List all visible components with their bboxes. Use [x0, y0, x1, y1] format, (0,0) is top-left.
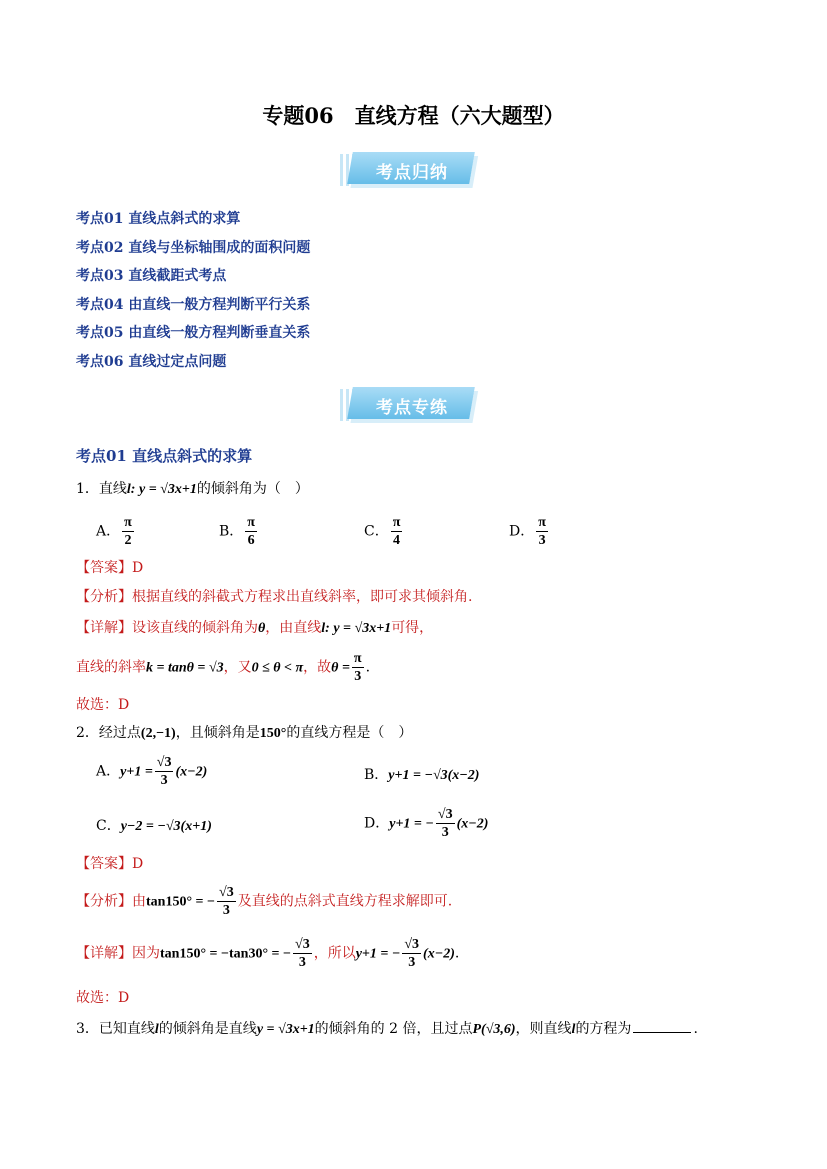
- q1-option-a[interactable]: A． $\frac{\pi}{2}$: [96, 515, 132, 548]
- q1-stem: 1．直线l: y = √3x+1的倾斜角为（ ）: [76, 481, 309, 497]
- q3-answer-blank[interactable]: [633, 1032, 691, 1033]
- q2-stem: 2．经过点(2,−1)，且倾斜角是150°的直线方程是（ ）: [76, 725, 413, 741]
- toc-item-02[interactable]: 考点02 直线与坐标轴围成的面积问题: [76, 240, 311, 256]
- q2-option-b[interactable]: B．y+1 = −√3(x−2): [364, 767, 480, 783]
- banner-summary: [340, 150, 482, 188]
- q1-answer: 【答案】D: [76, 560, 144, 576]
- banner-summary-text: 考点归纳: [376, 163, 448, 183]
- q2-option-d[interactable]: D．y+1 = − $\frac{√3}{3}$ (x−2): [364, 807, 489, 840]
- q2-analysis: 【分析】由tan150° = − $\frac{√3}{3}$ 及直线的点斜式直线方程求解即可.: [76, 885, 453, 918]
- q3-stem: 3．已知直线l的倾斜角是直线y = √3x+1的倾斜角的 2 倍，且过点P(√3,6)，则直线l的方程为 .: [76, 1021, 698, 1037]
- q1-option-d[interactable]: D． $\frac{\pi}{3}$: [509, 515, 546, 548]
- toc-item-05[interactable]: 考点05 由直线一般方程判断垂直关系: [76, 325, 311, 341]
- q1-option-b[interactable]: B． $\frac{\pi}{6}$: [219, 515, 255, 548]
- q2-option-c[interactable]: C．y−2 = −√3(x+1): [96, 818, 212, 834]
- q2-detail: 【详解】因为tan150° = −tan30° = − $\frac{√3}{3}$ ，所以y+1 = − $\frac{√3}{3}$ (x−2).: [76, 937, 460, 970]
- q2-option-a[interactable]: A．y+1 = $\frac{√3}{3}$ (x−2): [96, 755, 208, 788]
- q1-detail-line2: 直线的斜率k = tanθ = √3，又0 ≤ θ < π，故θ = $\frac{\pi}{3}$ .: [76, 651, 371, 684]
- section-heading: 考点01 直线点斜式的求算: [76, 447, 253, 465]
- q2-conclusion: 故选：D: [76, 990, 130, 1006]
- toc-item-03[interactable]: 考点03 直线截距式考点: [76, 268, 227, 284]
- q1-option-c[interactable]: C． $\frac{\pi}{4}$: [364, 515, 401, 548]
- q1-analysis: 【分析】根据直线的斜截式方程求出直线斜率，即可求其倾斜角.: [76, 589, 473, 605]
- banner-practice: [340, 385, 482, 423]
- q1-detail-line1: 【详解】设该直线的倾斜角为θ，由直线l: y = √3x+1可得，: [76, 620, 434, 636]
- banner-practice-text: 考点专练: [376, 398, 448, 418]
- toc-item-01[interactable]: 考点01 直线点斜式的求算: [76, 211, 241, 227]
- toc-item-06[interactable]: 考点06 直线过定点问题: [76, 354, 227, 370]
- q1-conclusion: 故选：D: [76, 697, 130, 713]
- page-title: 专题06 直线方程（六大题型）: [262, 103, 565, 128]
- q2-answer: 【答案】D: [76, 856, 144, 872]
- q1-equation: l: y = √3x+1: [126, 482, 197, 497]
- toc-item-04[interactable]: 考点04 由直线一般方程判断平行关系: [76, 297, 311, 313]
